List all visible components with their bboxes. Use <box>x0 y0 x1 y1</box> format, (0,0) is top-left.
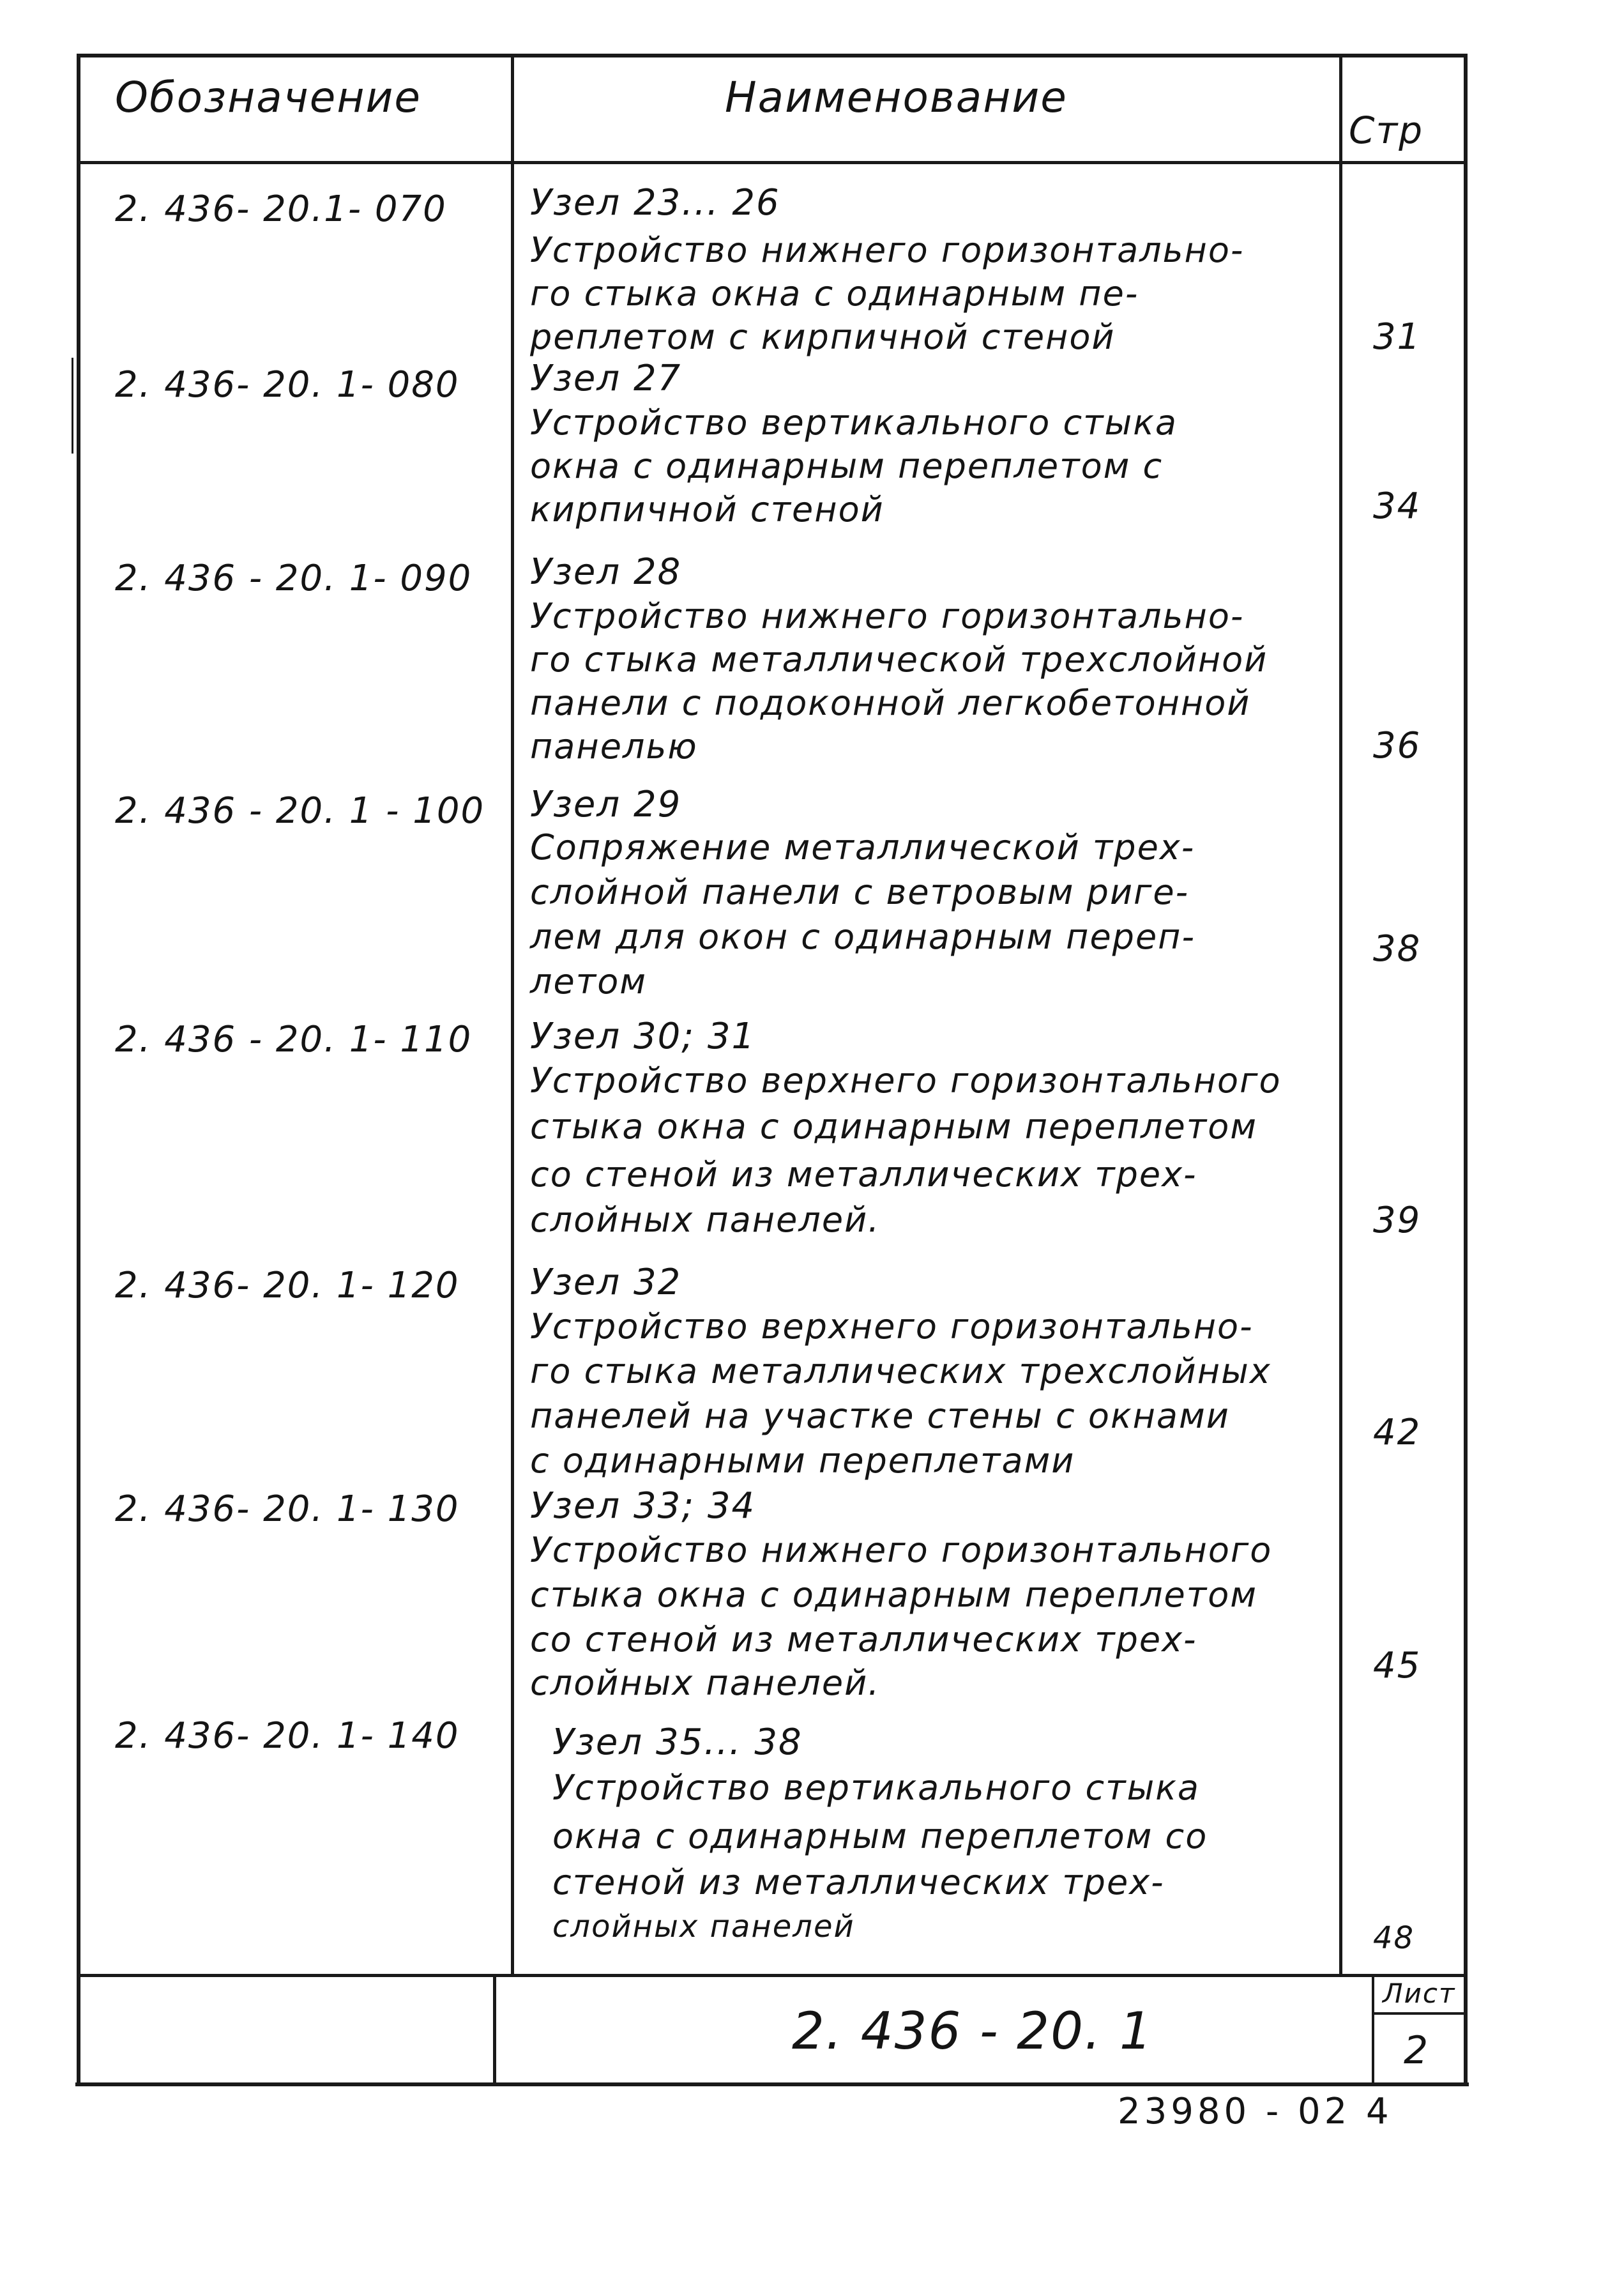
entry-page: 42 <box>1373 1412 1422 1453</box>
entry-description-line: окна с одинарным переплетом с <box>530 446 1164 486</box>
archive-number: 23980 - 02 4 <box>1118 2091 1393 2132</box>
entry-description-line: летом <box>530 961 647 1002</box>
entry-description-line: Устройство вертикального стыка <box>530 402 1178 443</box>
frame-right <box>1464 54 1468 2085</box>
frame-left <box>77 54 80 2085</box>
entry-node: Узел 27 <box>530 358 682 399</box>
entry-description-line: со стеной из металлических трех- <box>530 1619 1197 1660</box>
entry-description-line: слойных панелей. <box>530 1200 881 1240</box>
frame-bottom <box>75 2082 1469 2086</box>
frame-top <box>77 54 1468 57</box>
entry-description-line: го стыка металлических трехслойных <box>530 1351 1271 1391</box>
entry-page: 45 <box>1373 1645 1422 1686</box>
entry-description-line: окна с одинарным переплетом со <box>552 1816 1208 1856</box>
entry-description-line: го стыка металлической трехслойной <box>530 639 1268 680</box>
stamp-divider <box>493 1974 496 2084</box>
column-divider-1 <box>511 54 514 1976</box>
entry-description-line: Устройство верхнего горизонтального <box>530 1060 1282 1101</box>
entry-code: 2. 436 - 20. 1- 110 <box>115 1019 473 1060</box>
entry-code: 2. 436- 20.1- 070 <box>115 188 447 230</box>
entry-code: 2. 436- 20. 1- 120 <box>115 1265 460 1306</box>
entry-description-line: панелей на участке стены с окнами <box>530 1396 1230 1436</box>
entry-description-line: панелью <box>530 726 698 767</box>
sheet-label: Лист <box>1383 1978 1456 2009</box>
column-header-name: Наименование <box>725 73 1068 122</box>
entry-page: 48 <box>1373 1920 1415 1956</box>
entry-description-line: слойных панелей. <box>530 1663 881 1703</box>
entry-page: 31 <box>1373 316 1422 358</box>
column-header-page: Стр <box>1349 109 1424 152</box>
entry-description-line: Сопряжение металлической трех- <box>530 827 1195 867</box>
entry-description-line: Устройство верхнего горизонтально- <box>530 1306 1254 1347</box>
column-header-designation: Обозначение <box>115 73 421 122</box>
entry-description-line: лем для окон с одинарным переп- <box>530 917 1195 957</box>
entry-description-line: стеной из металлических трех- <box>552 1862 1165 1902</box>
entry-page: 36 <box>1373 725 1422 767</box>
entry-node: Узел 29 <box>530 784 682 825</box>
entry-description-line: Устройство нижнего горизонтально- <box>530 596 1245 636</box>
entry-page: 39 <box>1373 1200 1422 1241</box>
entry-code: 2. 436 - 20. 1- 090 <box>115 558 473 599</box>
entry-description-line: стыка окна с одинарным переплетом <box>530 1575 1258 1615</box>
entry-description-line: кирпичной стеной <box>530 489 884 530</box>
entry-node: Узел 32 <box>530 1262 682 1303</box>
entry-description-line: слойных панелей <box>552 1909 855 1944</box>
entry-page: 38 <box>1373 928 1422 970</box>
header-divider <box>77 161 1468 164</box>
document-code: 2. 436 - 20. 1 <box>792 2001 1153 2061</box>
entry-code: 2. 436- 20. 1- 130 <box>115 1488 460 1530</box>
entry-code: 2. 436- 20. 1- 140 <box>115 1715 460 1757</box>
entry-description-line: со стеной из металлических трех- <box>530 1154 1197 1195</box>
entry-page: 34 <box>1373 485 1422 527</box>
entry-node: Узел 30; 31 <box>530 1016 756 1057</box>
entry-description-line: слойной панели с ветровым риге- <box>530 872 1190 912</box>
entry-code: 2. 436 - 20. 1 - 100 <box>115 790 485 832</box>
binding-mark <box>72 358 73 454</box>
entry-description-line: реплетом с кирпичной стеной <box>530 317 1116 357</box>
sheet-box-left <box>1372 1974 1374 2084</box>
entry-node: Узел 28 <box>530 551 682 593</box>
column-divider-2 <box>1339 54 1342 1976</box>
sheet-number: 2 <box>1404 2028 1430 2073</box>
stamp-top-line <box>77 1974 1468 1977</box>
entry-description-line: го стыка окна с одинарным пе- <box>530 273 1139 314</box>
entry-description-line: стыка окна с одинарным переплетом <box>530 1106 1258 1147</box>
entry-node: Узел 33; 34 <box>530 1485 756 1527</box>
sheet-box-mid <box>1372 2012 1468 2015</box>
entry-description-line: Устройство нижнего горизонтального <box>530 1530 1273 1570</box>
entry-node: Узел 23... 26 <box>530 182 780 224</box>
entry-node: Узел 35... 38 <box>552 1722 803 1763</box>
entry-description-line: Устройство вертикального стыка <box>552 1768 1200 1808</box>
entry-description-line: с одинарными переплетами <box>530 1440 1075 1481</box>
entry-description-line: Устройство нижнего горизонтально- <box>530 230 1245 270</box>
entry-code: 2. 436- 20. 1- 080 <box>115 364 460 406</box>
entry-description-line: панели с подоконной легкобетонной <box>530 683 1251 723</box>
